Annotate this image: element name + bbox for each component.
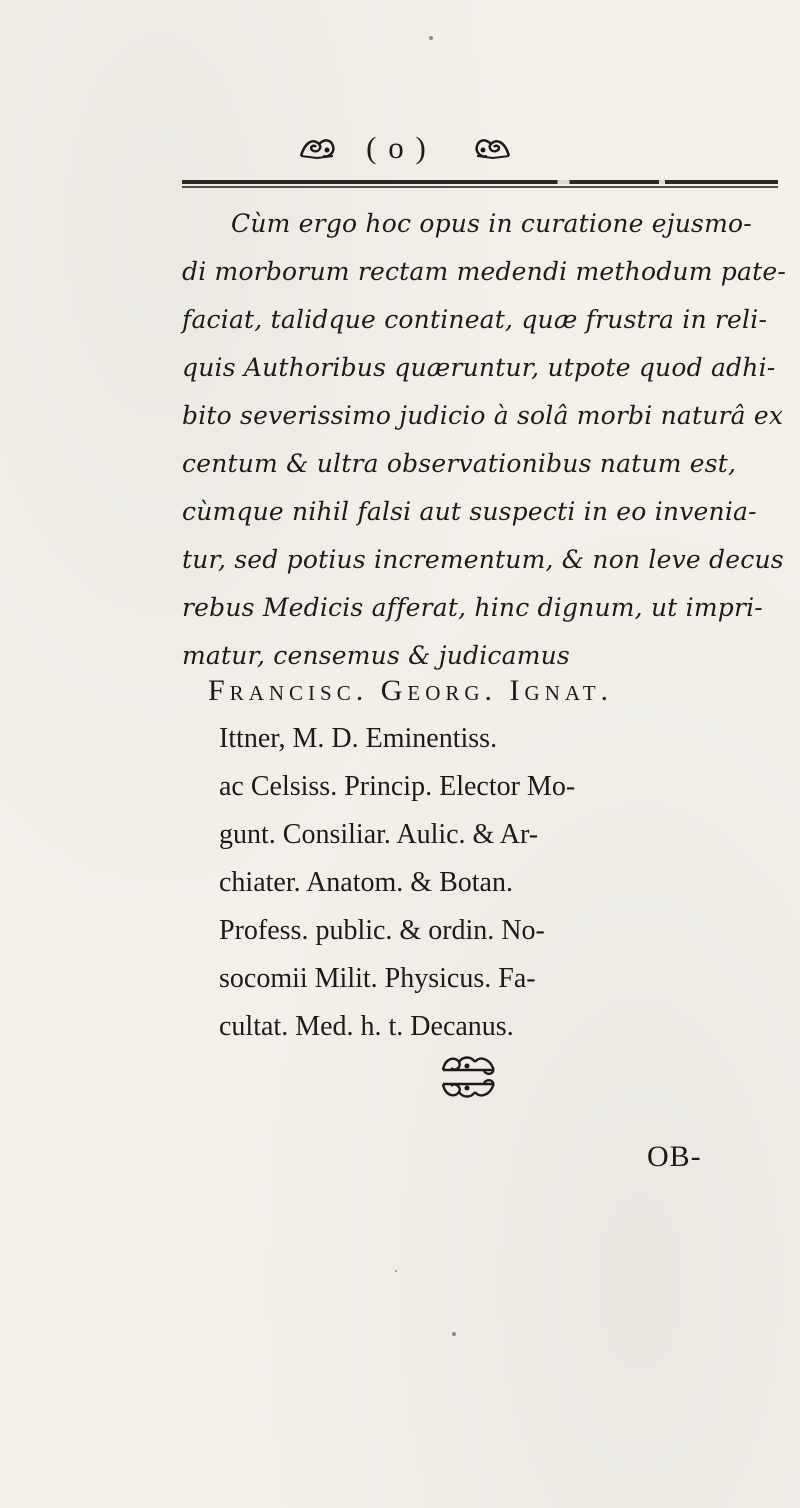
signature-line: Profess. public. & ordin. No- <box>219 915 545 946</box>
text-line: cùmque nihil falsi aut suspecti in eo invenia- <box>182 497 757 526</box>
approbation-text <box>182 200 786 680</box>
text-line: Cùm ergo hoc opus in curatione ejusmo- <box>231 209 752 238</box>
catchword: OB- <box>647 1140 702 1173</box>
fleuron-tailpiece-icon <box>437 1050 499 1104</box>
page-header <box>0 128 800 168</box>
page-number: ( o ) <box>366 130 428 165</box>
header-rule-thick <box>182 180 778 184</box>
text-line: bito severissimo judicio à solâ morbi naturâ ex <box>182 401 784 430</box>
text-line: rebus Medicis afferat, hinc dignum, ut impri- <box>182 593 763 622</box>
signature-block <box>200 667 780 1051</box>
text-line: di morborum rectam medendi methodum pate- <box>182 257 786 286</box>
text-line: centum & ultra observationibus natum est, <box>182 449 737 478</box>
signature-name: Francisc. Georg. Ignat. <box>208 674 614 707</box>
signature-line: cultat. Med. h. t. Decanus. <box>219 1011 514 1042</box>
paper-speck <box>452 1332 456 1336</box>
header-rule-thin <box>182 186 778 188</box>
signature-line: chiater. Anatom. & Botan. <box>219 867 513 898</box>
header-rule <box>182 180 778 188</box>
text-line: quis Authoribus quæruntur, utpote quod adhi- <box>182 353 776 382</box>
paper-speck <box>429 36 433 40</box>
signature-line: ac Celsiss. Princip. Elector Mo- <box>219 771 576 802</box>
fleuron-ornament-icon <box>297 134 337 162</box>
signature-line: socomii Milit. Physicus. Fa- <box>219 963 536 994</box>
signature-line: gunt. Consiliar. Aulic. & Ar- <box>219 819 539 850</box>
signature-line: Ittner, M. D. Eminentiss. <box>219 723 498 754</box>
text-line: tur, sed potius incrementum, & non leve decus <box>182 545 784 574</box>
text-line: faciat, talidque contineat, quæ frustra in reli- <box>182 305 768 334</box>
text-line: matur, censemus & judicamus <box>182 641 570 670</box>
fleuron-ornament-icon <box>473 134 513 162</box>
paper-speck <box>395 1270 397 1272</box>
